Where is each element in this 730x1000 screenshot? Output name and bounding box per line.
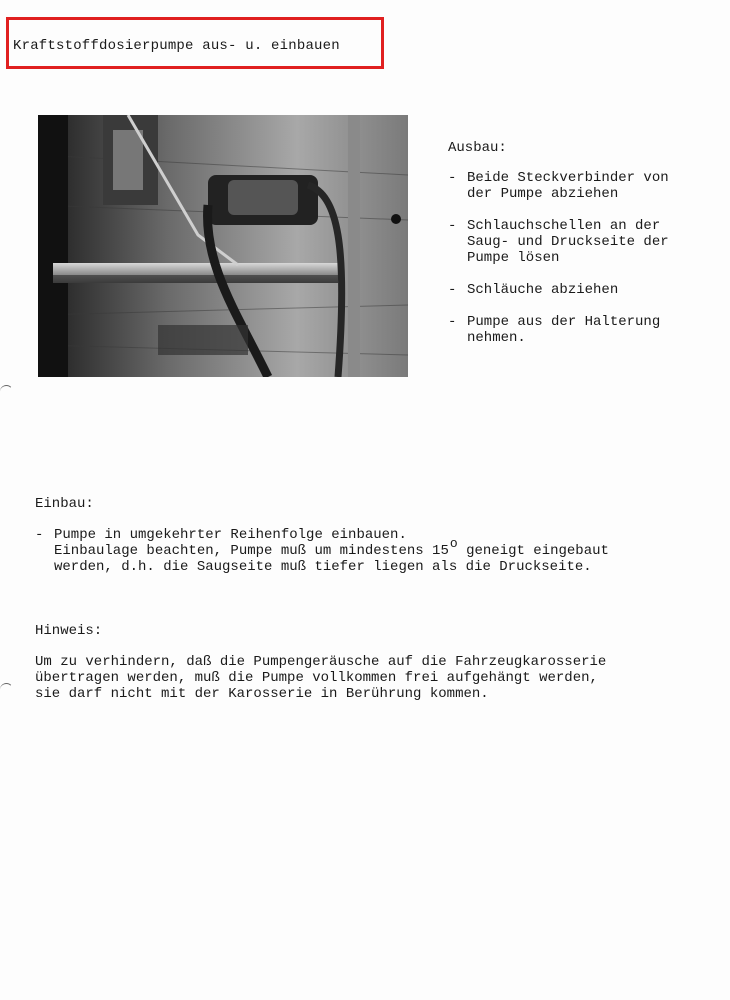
hinweis-line: sie darf nicht mit der Karosserie in Berührung kommen. [35, 686, 489, 702]
binding-hole-mark [0, 385, 13, 398]
einbau-line-post: geneigt eingebaut [457, 543, 609, 559]
ausbau-step-text: Pumpe aus der Halterung nehmen. [467, 314, 661, 346]
hinweis-line: übertragen werden, muß die Pumpe vollkommen frei aufgehängt werden, [35, 670, 598, 686]
ausbau-heading: Ausbau: [448, 140, 507, 156]
hinweis-heading: Hinweis: [35, 623, 103, 639]
ausbau-section [448, 140, 718, 362]
einbau-line: Pumpe in umgekehrter Reihenfolge einbauen. [54, 527, 407, 543]
einbau-step [35, 527, 715, 575]
hinweis-line: Um zu verhindern, daß die Pumpengeräusche auf die Fahrzeugkarosserie [35, 654, 607, 670]
ausbau-step [448, 282, 718, 298]
ausbau-step-text: Beide Steckverbinder von der Pumpe abziehen [467, 170, 669, 202]
dash: - [35, 527, 44, 543]
hinweis-paragraph [35, 654, 715, 702]
pump-photo [38, 115, 408, 377]
ausbau-step-text: Schläuche abziehen [467, 282, 619, 298]
einbau-heading: Einbau: [35, 496, 94, 512]
binding-hole-mark [0, 683, 13, 696]
dash: - [448, 218, 457, 234]
page-title: Kraftstoffdosierpumpe aus- u. einbauen [13, 38, 340, 54]
einbau-line-pre: Einbaulage beachten, Pumpe muß um mindestens 15 [54, 543, 449, 559]
einbau-line [54, 536, 609, 559]
degree-symbol: o [449, 536, 458, 551]
dash: - [448, 170, 457, 186]
ausbau-step [448, 170, 718, 202]
dash: - [448, 282, 457, 298]
ausbau-step [448, 314, 718, 346]
ausbau-step [448, 218, 718, 266]
einbau-line: werden, d.h. die Saugseite muß tiefer liegen als die Druckseite. [54, 559, 592, 575]
dash: - [448, 314, 457, 330]
ausbau-step-text: Schlauchschellen an der Saug- und Druckseite der Pumpe lösen [467, 218, 669, 266]
